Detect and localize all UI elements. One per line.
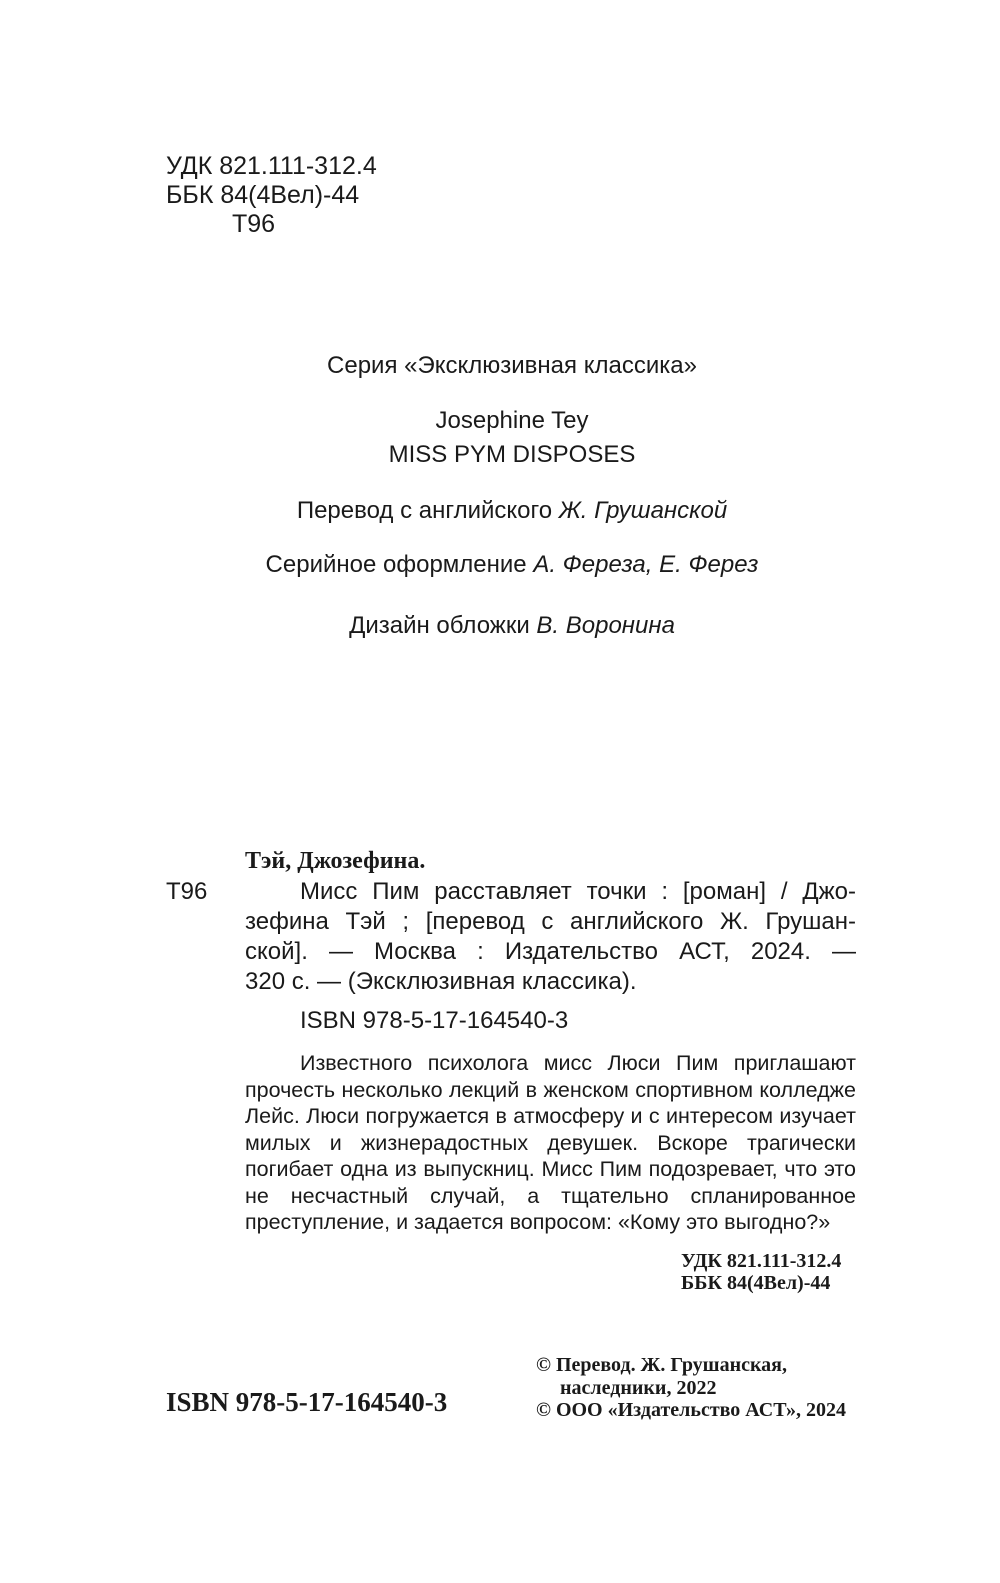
- cover-design-credit: [0, 611, 1000, 641]
- bbk-code: ББК 84(4Вел)-44: [166, 181, 360, 209]
- series-design-credit: [0, 550, 1000, 580]
- translator-name: Ж. Грушанской: [558, 497, 728, 524]
- translation-credit: [0, 496, 1000, 526]
- udk-code: УДК 821.111-312.4: [166, 152, 377, 180]
- copyright-publisher: © ООО «Издательство АСТ», 2024: [536, 1399, 847, 1421]
- copyright-translation-heirs: наследники, 2022: [560, 1377, 717, 1399]
- card-description-line: зефина Тэй ; [перевод с английского Ж. Грушан-: [245, 908, 856, 935]
- author-mark: Т96: [232, 210, 276, 238]
- series-designers: А. Фереза, Е. Ферез: [533, 551, 759, 578]
- card-description-line: ской]. — Москва : Издательство АСТ, 2024. —: [245, 938, 856, 965]
- card-description-line: Мисс Пим расставляет точки : [роман] / Джо-: [300, 878, 856, 905]
- cover-designer: В. Воронина: [536, 612, 675, 639]
- original-title: MISS PYM DISPOSES: [388, 441, 636, 468]
- series-design-prefix: Серийное оформление: [265, 551, 527, 578]
- card-heading: Тэй, Джозефина.: [245, 848, 426, 874]
- card-description-line: 320 с. — (Эксклюзивная классика).: [245, 968, 637, 995]
- cover-design-prefix: Дизайн обложки: [349, 612, 530, 639]
- card-isbn: ISBN 978-5-17-164540-3: [300, 1007, 569, 1034]
- card-udk: УДК 821.111-312.4: [681, 1250, 842, 1272]
- card-bbk: ББК 84(4Вел)-44: [681, 1272, 831, 1294]
- series-line: Серия «Эксклюзивная классика»: [327, 352, 697, 379]
- card-mark: Т96: [166, 878, 208, 905]
- original-author: Josephine Tey: [435, 407, 589, 434]
- card-annotation: Известного психолога мисс Люси Пим приглашают прочесть несколько лекций в женском спортивном колледже Лейс. Люси погружается в атмосферу и с интересом изучает милых и жизнерадостных девушек. Вскоре трагически погибает одна из выпускниц. Мисс Пим подозревает, что это не несчастный случай, а тщательно спланированное преступление, и задается вопросом: «Кому это выгодно?»: [245, 1051, 856, 1234]
- footer-isbn: ISBN 978-5-17-164540-3: [166, 1387, 448, 1417]
- translation-prefix: Перевод с английского: [296, 497, 553, 524]
- copyright-translation: © Перевод. Ж. Грушанская,: [536, 1354, 788, 1376]
